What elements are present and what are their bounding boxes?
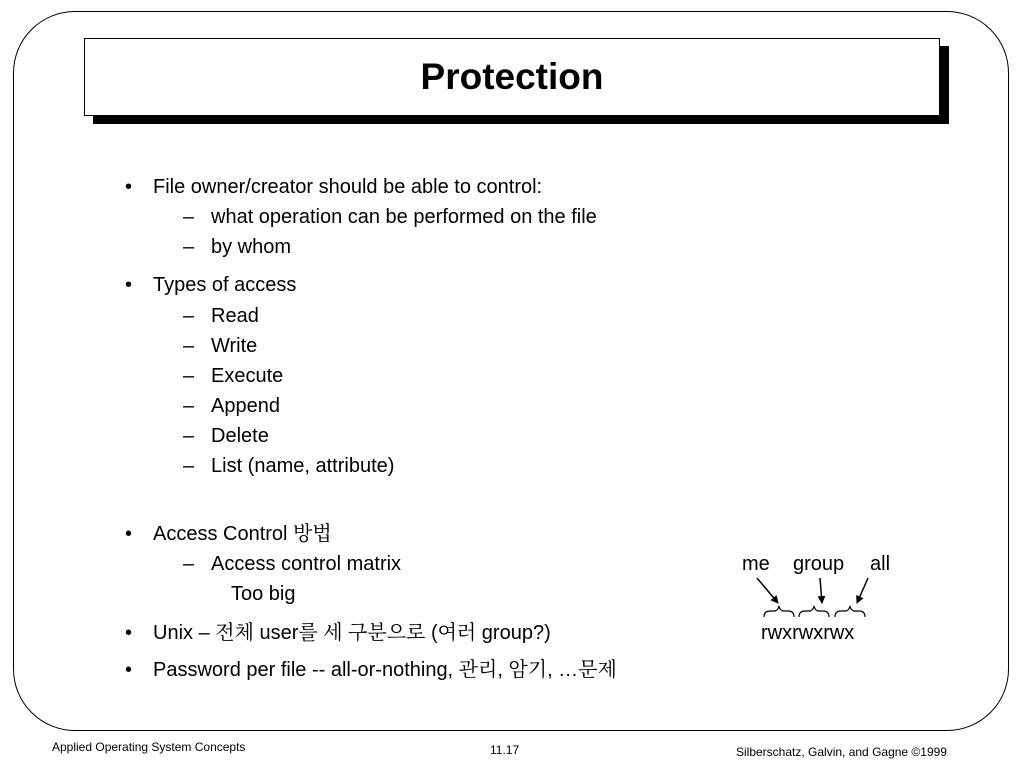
dash-marker: – xyxy=(183,206,195,228)
slide-title: Protection xyxy=(420,56,604,97)
bullet-marker: • xyxy=(125,622,133,644)
dash-marker: – xyxy=(183,455,195,477)
perm-label-all: all xyxy=(870,553,891,575)
dash-marker: – xyxy=(183,553,195,575)
sub-item-by-whom: by whom xyxy=(211,236,292,258)
bullet-types-of-access: Types of access xyxy=(153,274,297,296)
access-type-write: Write xyxy=(211,335,258,357)
dash-marker: – xyxy=(183,365,195,387)
bullet-access-control: Access Control 방법 xyxy=(153,523,332,545)
arrow-me xyxy=(757,578,778,603)
perm-label-group: group xyxy=(793,553,845,575)
footer-authors: Silberschatz, Galvin, and Gagne ©1999 xyxy=(736,745,947,759)
bullet-password: Password per file -- all-or-nothing, 관리, 암기, …문제 xyxy=(153,659,617,681)
access-type-append: Append xyxy=(211,395,280,417)
dash-marker: – xyxy=(183,425,195,447)
sub-sub-item-too-big: Too big xyxy=(231,583,296,605)
dash-marker: – xyxy=(183,395,195,417)
access-type-execute: Execute xyxy=(211,365,284,387)
access-type-delete: Delete xyxy=(211,425,269,447)
sub-item-operation: what operation can be performed on the file xyxy=(211,206,597,228)
perm-label-me: me xyxy=(742,553,770,575)
access-type-read: Read xyxy=(211,305,259,327)
brace-group xyxy=(799,606,829,617)
perm-string: rwxrwxrwx xyxy=(761,622,855,644)
brace-me xyxy=(764,606,794,617)
bullet-unix: Unix – 전체 user를 세 구분으로 (여러 group?) xyxy=(153,622,551,644)
bullet-marker: • xyxy=(125,176,133,198)
dash-marker: – xyxy=(183,335,195,357)
bullet-owner-control: File owner/creator should be able to control: xyxy=(153,176,543,198)
sub-item-access-matrix: Access control matrix xyxy=(211,553,402,575)
bullet-marker: • xyxy=(125,523,133,545)
footer-book-title: Applied Operating System Concepts xyxy=(52,740,246,754)
arrow-all xyxy=(857,578,868,603)
arrow-group xyxy=(820,578,822,603)
bullet-marker: • xyxy=(125,274,133,296)
dash-marker: – xyxy=(183,236,195,258)
dash-marker: – xyxy=(183,305,195,327)
bullet-marker: • xyxy=(125,659,133,681)
brace-all xyxy=(835,606,865,617)
footer-page-number: 11.17 xyxy=(490,743,520,757)
access-type-list: List (name, attribute) xyxy=(211,455,395,477)
